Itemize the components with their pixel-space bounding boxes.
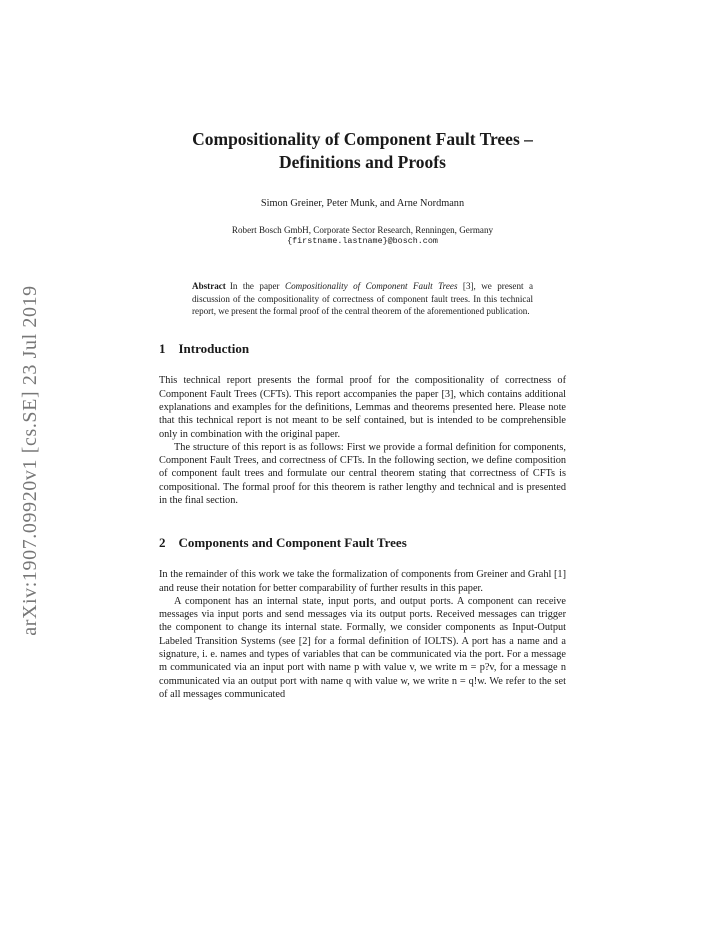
abstract-cited-title: Compositionality of Component Fault Trees (285, 281, 458, 292)
abstract-text-end: [3], we present a discussion of the compositionality of correctness of component fault trees. In this technical report, we present the formal proof of the central theorem of the aforementioned publication. (192, 281, 533, 317)
contact-email: {firstname.lastname}@bosch.com (287, 235, 438, 246)
paper-title-line-2: Definitions and Proofs (279, 151, 446, 172)
section-title: Introduction (178, 341, 250, 357)
section-heading-components (159, 535, 566, 551)
paragraph: This technical report presents the formal proof for the compositionality of correctness of Component Fault Trees (CFTs). This report accompanies the paper [3], which contains additional explanations and examples for the definitions, Lemmas and theorems presented here. Please note that this technical report is not meant to be self contained, but is intended to be comprehensible only in combination with the original paper. (159, 375, 566, 440)
paragraph: The structure of this report is as follows: First we provide a formal definition for components, Component Fault Trees, and correctness of CFTs. In the following section, we define composition of component fault trees and formulate our central theorem stating that correctness of CFTs is compositional. The formal proof for this theorem is rather lengthy and technical and is presented in the final section. (159, 441, 566, 506)
abstract-text-start: In the paper (229, 281, 286, 292)
paper-title-line-1: Compositionality of Component Fault Trees – (192, 129, 533, 149)
section-body-introduction (159, 374, 566, 507)
section-body-components (159, 568, 566, 701)
abstract (192, 280, 533, 317)
arxiv-identifier-stamp (2, 260, 58, 660)
section-heading-introduction (159, 341, 566, 357)
section-title: Components and Component Fault Trees (178, 535, 407, 551)
paragraph: In the remainder of this work we take the formalization of components from Greiner and Grahl [1] and reuse their notation for better comparability of further results in this paper. (159, 569, 566, 594)
paper-page (159, 128, 566, 701)
section-number: 2 (159, 535, 166, 551)
arxiv-identifier-text: arXiv:1907.09920v1 [cs.SE] 23 Jul 2019 (18, 284, 41, 636)
paragraph: A component has an internal state, input ports, and output ports. A component can receive messages via input ports and send messages via its output ports. Received messages can trigger the component to change its internal state. Formally, we consider components as Input-Output Labeled Transition Systems (see [2] for a formal definition of IOLTS). A port has a name and a signature, i. e. names and types of variables that can be communicated via the port. For a message m communicated via an input port with name p with value v, we write m = p?v, for a message n communicated via an output port with name q with value w, we write n = q!w. We refer to the set of all messages communicated (159, 595, 566, 700)
paper-title (159, 128, 566, 174)
paper-authors: Simon Greiner, Peter Munk, and Arne Nordmann (260, 197, 465, 209)
paper-affiliation: Robert Bosch GmbH, Corporate Sector Research, Renningen, Germany (231, 224, 494, 235)
section-number: 1 (159, 341, 166, 357)
abstract-label: Abstract (192, 281, 226, 292)
